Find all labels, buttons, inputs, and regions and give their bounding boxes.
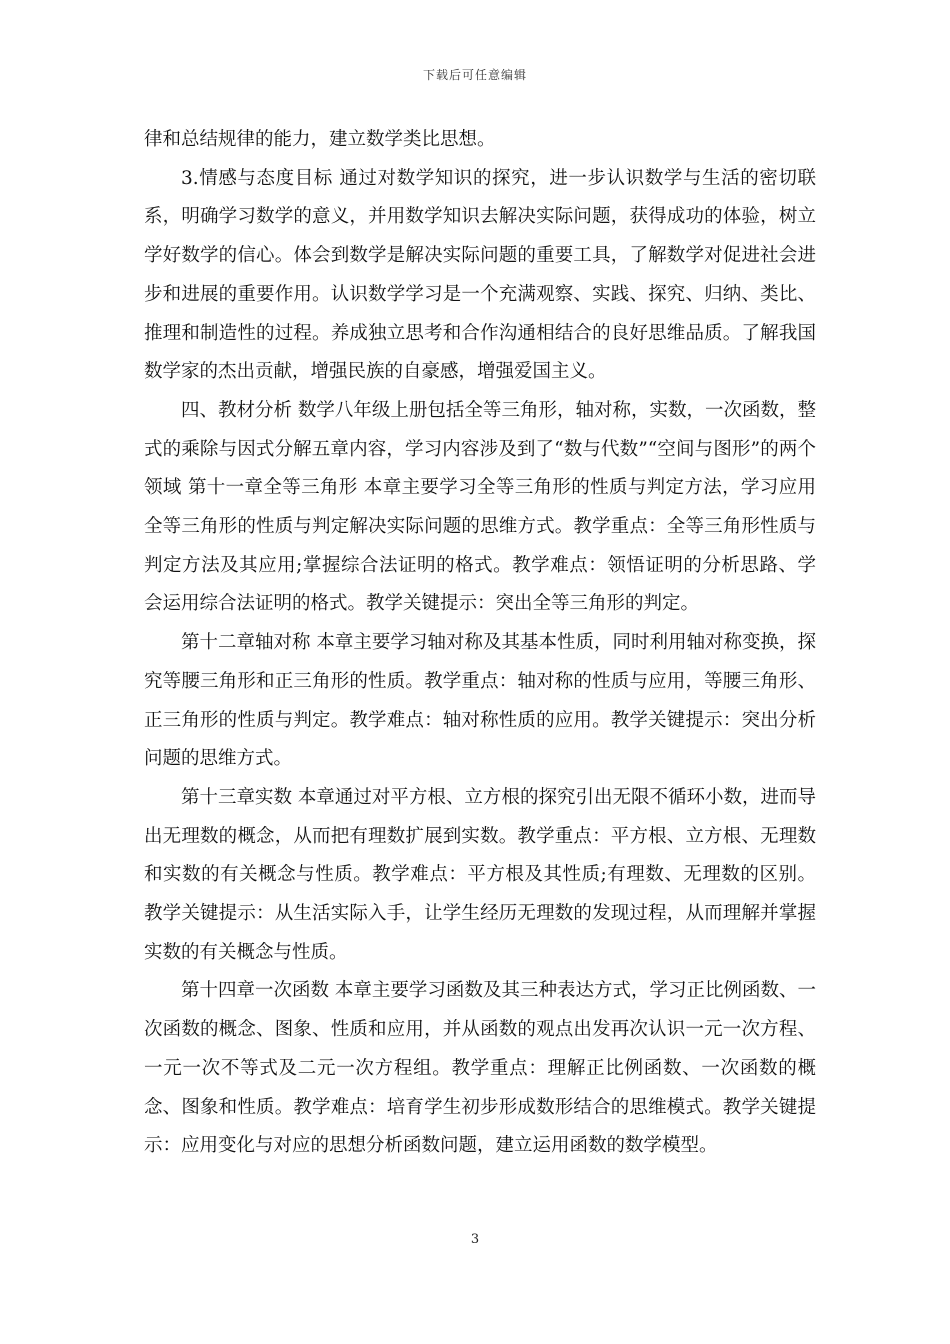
paragraph-textbook-analysis: 四、教材分析 数学八年级上册包括全等三角形，轴对称，实数，一次函数，整式的乘除与因式分解五章内容，学习内容涉及到了“数与代数”“空间与图形”的两个领域 第十一章全等三角形 本章主要学习全等三角形的性质与判定方法，学习应用全等三角形的性质与判定解决实际问题的思维方式。教学重点：全等三角形性质与判定方法及其应用;掌握综合法证明的格式。教学难点：领悟证明的分析思路、学会运用综合法证明的格式。教学关键提示：突出全等三角形的判定。 (144, 399, 816, 615)
paragraph-continuation: 律和总结规律的能力，建立数学类比思想。 (144, 129, 496, 150)
paragraph-chapter-13: 第十三章实数 本章通过对平方根、立方根的探究引出无限不循环小数，进而导出无理数的概念，从而把有理数扩展到实数。教学重点：平方根、立方根、无理数和实数的有关概念与性质。教学难点：平方根及其性质;有理数、无理数的区别。教学关键提示：从生活实际入手，让学生经历无理数的发现过程，从而理解并掌握实数的有关概念与性质。 (144, 786, 816, 963)
paragraph-affective-goals: 3.情感与态度目标 通过对数学知识的探究，进一步认识数学与生活的密切联系，明确学习数学的意义，并用数学知识去解决实际问题，获得成功的体验，树立学好数学的信心。体会到数学是解决实际问题的重要工具，了解数学对促进社会进步和进展的重要作用。认识数学学习是一个充满观察、实践、探究、归纳、类比、推理和制造性的过程。养成独立思考和合作沟通相结合的良好思维品质。了解我国数学家的杰出贡献，增强民族的自豪感，增强爱国主义。 (144, 167, 816, 383)
paragraph-chapter-14: 第十四章一次函数 本章主要学习函数及其三种表达方式，学习正比例函数、一次函数的概念、图象、性质和应用，并从函数的观点出发再次认识一元一次方程、一元一次不等式及二元一次方程组。教学重点：理解正比例函数、一次函数的概念、图象和性质。教学难点：培育学生初步形成数形结合的思维模式。教学关键提示：应用变化与对应的思想分析函数问题，建立运用函数的数学模型。 (144, 980, 816, 1157)
page-number: 3 (470, 1232, 480, 1247)
document-body (144, 121, 816, 1166)
paragraph-chapter-12: 第十二章轴对称 本章主要学习轴对称及其基本性质，同时利用轴对称变换，探究等腰三角形和正三角形的性质。教学重点：轴对称的性质与应用，等腰三角形、正三角形的性质与判定。教学难点：轴对称性质的应用。教学关键提示：突出分析问题的思维方式。 (144, 632, 816, 770)
page-header: 下载后可任意编辑 (422, 68, 527, 82)
